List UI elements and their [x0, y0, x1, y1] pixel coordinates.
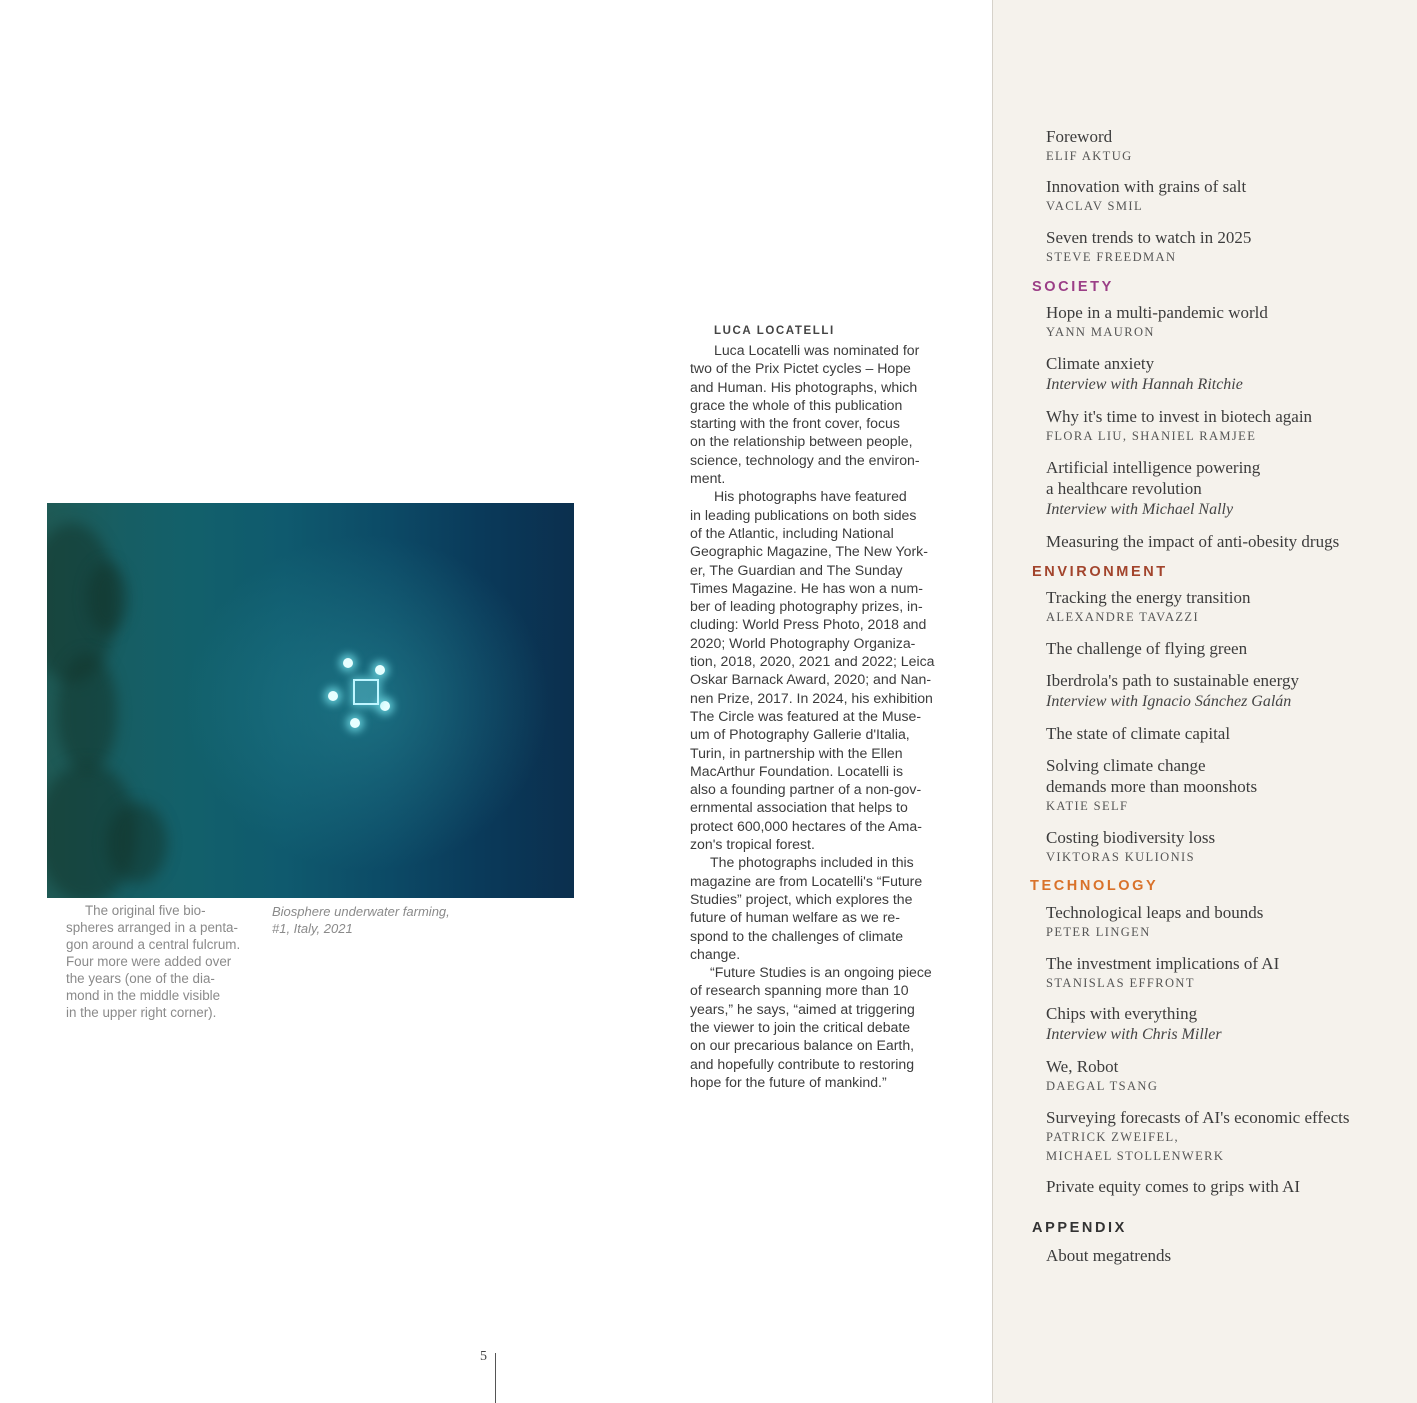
toc-entry-title: Artificial intelligence powering: [1046, 458, 1261, 477]
photo-caption-description: The original five bio- spheres arranged in a penta- gon around a central fulcrum. Four more were added over the years (one of the dia- mond in the middle visible in the upper right corner).: [66, 903, 241, 1020]
toc-entry[interactable]: [1046, 406, 1312, 446]
section-heading-environment: ENVIRONMENT: [1032, 564, 1168, 580]
toc-entry[interactable]: [1046, 1107, 1349, 1166]
toc-entry-author: ALEXANDRE TAVAZZI: [1046, 610, 1200, 624]
toc-entry-subtitle: Interview with Hannah Ritchie: [1046, 376, 1243, 393]
toc-entry-title: a healthcare revolution: [1046, 479, 1202, 498]
toc-entry-author: DAEGAL TSANG: [1046, 1079, 1159, 1093]
toc-entry-title: Technological leaps and bounds: [1046, 903, 1264, 922]
toc-entry[interactable]: [1046, 755, 1257, 816]
toc-entry-subtitle: Interview with Chris Miller: [1046, 1026, 1222, 1043]
toc-entry-subtitle: Interview with Michael Nally: [1046, 501, 1234, 518]
toc-entry[interactable]: [1046, 902, 1263, 942]
toc-entry[interactable]: [1046, 953, 1279, 993]
toc-entry-title: The state of climate capital: [1046, 724, 1231, 743]
toc-entry[interactable]: [1046, 457, 1260, 520]
biosphere-photo: [47, 503, 574, 898]
toc-entry-title: The investment implications of AI: [1046, 954, 1280, 973]
toc-entry-title: Solving climate change: [1046, 756, 1206, 775]
toc-entry-title: demands more than moonshots: [1046, 777, 1258, 796]
section-heading-appendix: APPENDIX: [1032, 1220, 1127, 1236]
toc-entry[interactable]: [1046, 723, 1230, 744]
toc-entry-title: Costing biodiversity loss: [1046, 828, 1216, 847]
toc-entry[interactable]: [1046, 1245, 1171, 1266]
toc-entry[interactable]: [1046, 531, 1339, 552]
toc-entry-title: Climate anxiety: [1046, 354, 1155, 373]
section-heading-society: SOCIETY: [1032, 279, 1114, 295]
photo-caption-title: Biosphere underwater farming, #1, Italy, 2021: [272, 904, 450, 936]
bio-heading: LUCA LOCATELLI: [714, 325, 835, 337]
toc-entry-author: ELIF AKTUG: [1046, 149, 1133, 163]
toc-entry-title: Iberdrola's path to sustainable energy: [1046, 671, 1299, 690]
toc-entry-author: STANISLAS EFFRONT: [1046, 976, 1195, 990]
page-number: 5: [480, 1349, 487, 1364]
biosphere-pod: [343, 658, 353, 668]
biosphere-pod: [328, 691, 338, 701]
bio-text: Luca Locatelli was nominated for two of the Prix Pictet cycles – Hope and Human. His photographs, which grace the whole of this publication starting with the front cover, focus on the relationship between people, science, technology and the environ- ment. His photographs have featured in leading publications on both sides of the Atlantic, including National Geographic Magazine, The New York- er, The Guardian and The Sunday Times Magazine. He has won a num- ber of leading photography prizes, in- cluding: World Press Photo, 2018 and 2020; World Photography Organiza- tion, 2018, 2020, 2021 and 2022; Leica Oskar Barnack Award, 2020; and Nan- nen Prize, 2017. In 2024, his exhibition The Circle was featured at the Muse- um of Photography Gallerie d'Italia, Turin, in partnership with the Ellen MacArthur Foundation. Locatelli is also a founding partner of a non-gov- ernmental association that helps to protect 600,000 hectares of the Ama- zon's tropical forest. The photographs included in this magazine are from Locatelli's “Future Studies” project, which explores the future of human welfare as we re- spond to the challenges of climate change. “Future Studies is an ongoing piece of research spanning more than 10 years,” he says, “aimed at triggering the viewer to join the critical debate on our precarious balance on Earth, and hopefully contribute to restoring hope for the future of mankind.”: [690, 342, 935, 1090]
page-divider: [495, 1353, 496, 1403]
toc-entry-title: Why it's time to invest in biotech again: [1046, 407, 1313, 426]
toc-entry-author: VIKTORAS KULIONIS: [1046, 850, 1195, 864]
toc-entry-author: MICHAEL STOLLENWERK: [1046, 1149, 1225, 1163]
toc-entry[interactable]: [1046, 126, 1133, 166]
toc-entry-author: PETER LINGEN: [1046, 925, 1151, 939]
biosphere-pod: [375, 665, 385, 675]
toc-entry-title: Tracking the energy transition: [1046, 588, 1251, 607]
toc-entry-title: Private equity comes to grips with AI: [1046, 1177, 1301, 1196]
toc-entry[interactable]: [1046, 302, 1268, 342]
toc-entry-title: Chips with everything: [1046, 1004, 1198, 1023]
toc-entry[interactable]: [1046, 1003, 1222, 1045]
toc-entry[interactable]: [1046, 176, 1246, 216]
toc-entry-author: PATRICK ZWEIFEL,: [1046, 1130, 1180, 1144]
biosphere-hub: [353, 679, 379, 705]
toc-entry-author: VACLAV SMIL: [1046, 199, 1144, 213]
section-heading-technology: TECHNOLOGY: [1030, 878, 1159, 894]
biosphere-pod: [380, 701, 390, 711]
toc-entry-title: Measuring the impact of anti-obesity drugs: [1046, 532, 1340, 551]
toc-entry[interactable]: [1046, 827, 1215, 867]
toc-entry-author: FLORA LIU, SHANIEL RAMJEE: [1046, 429, 1257, 443]
toc-entry-title: Hope in a multi-pandemic world: [1046, 303, 1268, 322]
toc-entry[interactable]: [1046, 587, 1250, 627]
toc-entry-title: The challenge of flying green: [1046, 639, 1248, 658]
toc-entry-subtitle: Interview with Ignacio Sánchez Galán: [1046, 693, 1292, 710]
toc-entry[interactable]: [1046, 670, 1299, 712]
toc-entry[interactable]: [1046, 1056, 1158, 1096]
toc-entry[interactable]: [1046, 353, 1243, 395]
biosphere-pod: [350, 718, 360, 728]
toc-entry[interactable]: [1046, 638, 1247, 659]
toc-entry-author: STEVE FREEDMAN: [1046, 250, 1177, 264]
toc-entry-author: KATIE SELF: [1046, 799, 1129, 813]
toc-entry-title: Foreword: [1046, 127, 1113, 146]
toc-entry[interactable]: [1046, 1176, 1300, 1197]
toc-entry-title: Seven trends to watch in 2025: [1046, 228, 1252, 247]
toc-entry-title: Surveying forecasts of AI's economic effects: [1046, 1108, 1350, 1127]
toc-entry-title: About megatrends: [1046, 1246, 1172, 1265]
toc-entry-title: We, Robot: [1046, 1057, 1119, 1076]
toc-entry-title: Innovation with grains of salt: [1046, 177, 1247, 196]
toc-entry[interactable]: [1046, 227, 1251, 267]
toc-entry-author: YANN MAURON: [1046, 325, 1155, 339]
